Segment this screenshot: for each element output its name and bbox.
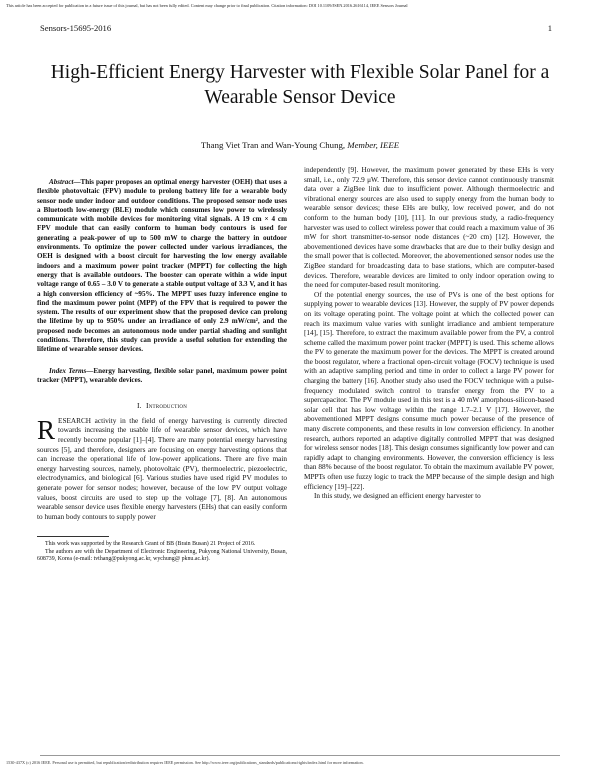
author-membership: Member, IEEE [347, 140, 400, 150]
footer-divider [40, 755, 560, 756]
running-head: Sensors-15695-2016 [40, 23, 112, 33]
footnote-affiliation: The authors are with the Department of Electronic Engineering, Pukyong National University, Busan, 608739, Korea (e-mail: tvthang@pukyong.ac.kr, wychung@ pknu.ac.kr). [37, 548, 287, 563]
abstract-text: —This paper proposes an optimal energy harvester (OEH) that uses a flexible photovoltaic (FPV) module to prolong battery life for a wearable body sensor node under indoor and outdoor conditions. The proposed sensor node uses a Bluetooth low-energy (BLE) module which consumes low power to wirelessly communicate with mobile devices for monitoring vital signals. A 19 cm × 4 cm FPV module that can easily conform to human body contours is used for generating a peak-power of up to 500 mW to charge the battery in outdoor environments. To optimize the power collected under various irradiances, the OEH is designed with a boost circuit for harvesting the low energy available indoors and a maximum power point tracker (MPPT) for collecting the high energy that is available outdoors. The booster can operate within a wide input voltage range of 0.65 – 3.0 V to generate a stable output voltage of 3.3 V, and it has a high conversion efficiency of ~95%. The MPPT uses fuzzy inference engine to find the maximum power point (MPP) of the FPV that is required to power the system. The results of our experiment show that the proposed device can prolong the lifetime by up to 950% under an irradiance of only 2.9 mW/cm², and the proposed node becomes an autonomous node under partial shading and sunlight conditions. Therefore, this study can provide a useful solution for extending the lifetime of wearable sensor devices. [37, 178, 287, 354]
copyright-footer: 1530-437X (c) 2016 IEEE. Personal use is permitted, but republication/redistribution requires IEEE permission. See http://www.ieee.org/publications_standards/publications/rights/index.html for more information. [6, 760, 364, 765]
author-names: Thang Viet Tran and Wan-Young Chung, [200, 140, 348, 150]
index-terms-text: —Energy harvesting, flexible solar panel, maximum power point tracker (MPPT), wearable devices. [37, 366, 287, 384]
intro-lead-word: ESEARCH [58, 416, 92, 425]
left-column [37, 166, 287, 564]
paper-title: High-Efficient Energy Harvester with Flexible Solar Panel for a Wearable Sensor Device [50, 62, 550, 108]
body-paragraph: Of the potential energy sources, the use of PVs is one of the best options for supplying power to wearable devices [13]. However, the supply of PV power depends on its voltage operating point. The voltage point at which the collected power can reach its maximum value varies with sunlight irradiance and ambient temperature [14], [15]. Therefore, to extract the maximum available power from the PV, a control scheme called the maximum power point tracker (MPPT) is used. This scheme allows the PV to generate the maximum power for the devices. The MPPT is created around the boost regulator, where a fractional open-circuit voltage (FOCV) technique is used with an adaptive sampling period and time in order to collect a large PV power for charging the battery [16]. Another study also used the FOCV technique with a pulse-frequency modulated switch control to transfer energy from the PV to a supercapacitor. The PV module used in this test is a 40 mW amorphous-silicon-based solar cell that has low voltage within the range 1.7–2.1 V [17]. However, the abovementioned MPPT designs consume much power because of the presence of many discrete components, and these results in low conversion efficiency. In another research, authors reported an adaptive digitally controlled MPPT that was designed for wireless sensor nodes [18]. This design consumes significantly low power and can rapidly adapt to changing environments. However, the conversion efficiency is less than 88% because of the boost regulator. To obtain the maximum available PV power, MPPTs often use fuzzy logic to track the MPP because of the simple design and high efficiency [19]–[22]. [304, 290, 554, 491]
index-terms-label: Index Terms [49, 366, 87, 375]
body-paragraph: independently [9]. However, the maximum power generated by these EHs is very small, i.e., only 72.9 μW. Therefore, this sensor device cannot continuously transmit data over a ZigBee link due to insufficient power. Although thermoelectric and vibrational energy sources are also used to supply energy from the human body to wearable sensor devices; these EHs are bulky, low received power, and do not conform to the human body [10], [11]. In our previous study, a radio-frequency harvester was used to collect wireless power that could reach a maximum value of 36 mW for short transmitter-to-sensor node distances (~20 cm) [12]. However, the abovementioned devices have some drawbacks that are due to their bulky design and the small power that is collected. Moreover, the abovementioned sensor nodes use the ZigBee standard for broadcasting data to base stations, which are computer-based devices. Therefore, wearable devices are limited to only indoor operation owing to the need for computer-based result monitoring. [304, 166, 554, 290]
intro-text: activity in the field of energy harvesting is currently directed towards increasing the usable life of wearable sensor devices, which have recently become popular [1]–[4]. There are many potential energy harvesting sources [5], and therefore, designers are focusing on energy harvesting options that can increase the operational life of low-power applications. There are five main energy harvesting sources, namely, photovoltaic (PV), thermoelectric, piezoelectric, electrodynamics, and biological [6]. Various studies have used rigid PV modules to generate power for sensor nodes; however, because of the low PV output voltage values, boost circuits are used to step up the voltage [7], [8]. An autonomous wearable sensor device uses flexible energy harvesters (EHs) that can easily conform to human body contours to supply power [37, 416, 287, 521]
abstract-label: Abstract [49, 178, 74, 186]
footnote-funding: This work was supported by the Research Grant of BB (Brain Busan) 21 Project of 2016. [45, 541, 256, 548]
intro-paragraph [37, 414, 287, 523]
index-terms [37, 367, 287, 386]
journal-banner: This article has been accepted for publication in a future issue of this journal, but has not been fully edited. Content may change prior to final publication. Citation information: DOI 10.1109/JSEN.2016.2616114, IEEE Sensors Journal [6, 3, 408, 8]
section-number: I. [136, 401, 142, 411]
section-title: Introduction [145, 401, 188, 411]
drop-cap: R [37, 414, 56, 445]
page-number: 1 [547, 23, 552, 33]
footnote-divider [37, 536, 109, 537]
body-paragraph: In this study, we designed an efficient energy harvester to [314, 492, 481, 501]
section-heading [37, 401, 287, 411]
abstract [37, 178, 287, 355]
author-line [40, 140, 560, 150]
right-column [304, 166, 554, 502]
